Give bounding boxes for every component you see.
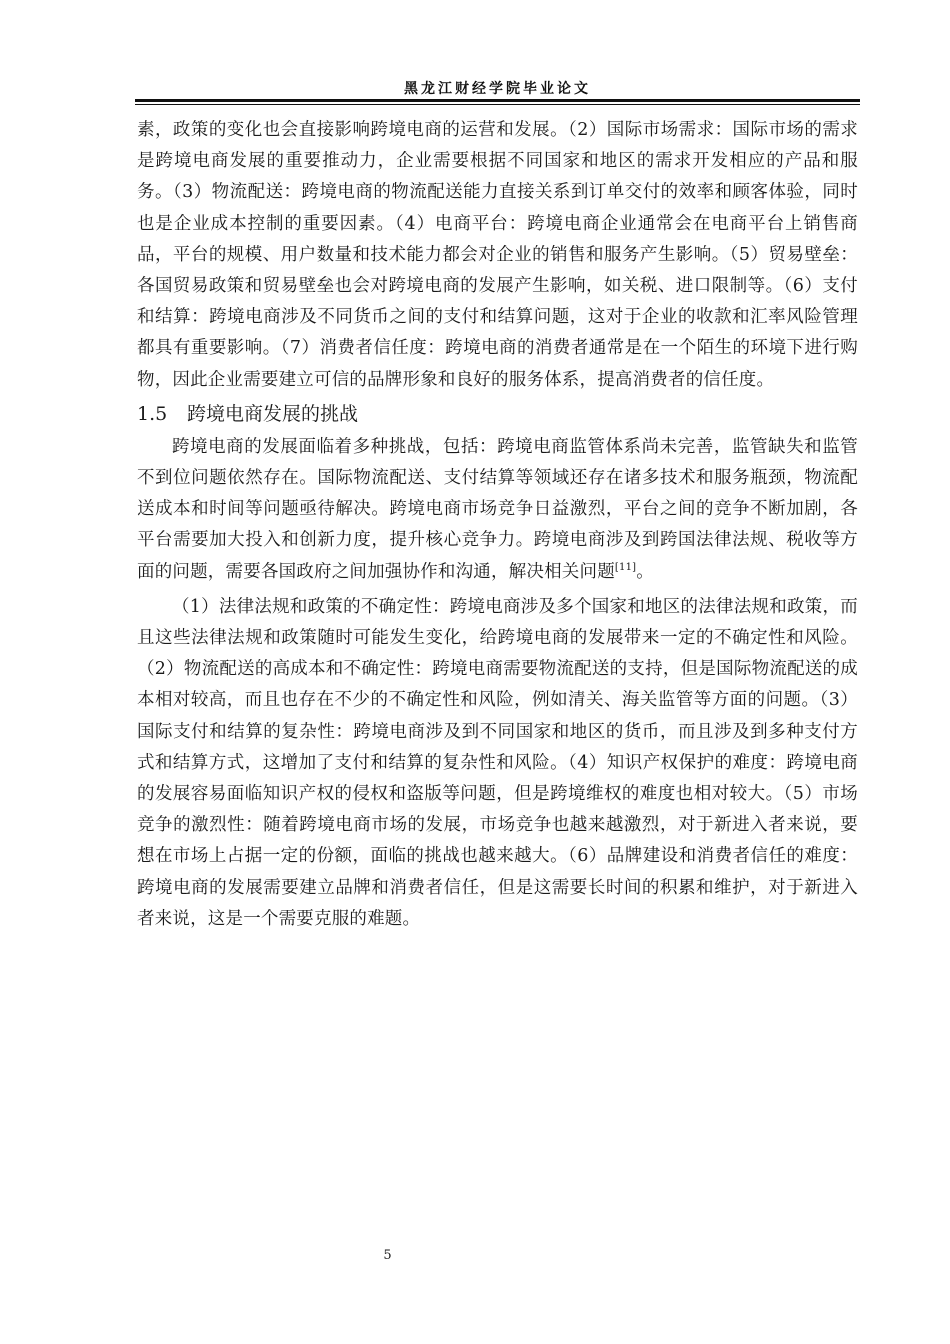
paragraph-end-punct: 。 [636, 561, 654, 582]
paragraph-continued: 素，政策的变化也会直接影响跨境电商的运营和发展。（2）国际市场需求：国际市场的需求是跨境电商发展的重要推动力，企业需要根据不同国家和地区的需求开发相应的产品和服务。（3）物流配送：跨境电商的物流配送能力直接关系到订单交付的效率和顾客体验，同时也是企业成本控制的重要因素。（4）电商平台：跨境电商企业通常会在电商平台上销售商品，平台的规模、用户数量和技术能力都会对企业的销售和服务产生影响。（5）贸易壁垒：各国贸易政策和贸易壁垒也会对跨境电商的发展产生影响，如关税、进口限制等。（6）支付和结算：跨境电商涉及不同货币之间的支付和结算问题，这对于企业的收款和汇率风险管理都具有重要影响。（7）消费者信任度：跨境电商的消费者通常是在一个陌生的环境下进行购物，因此企业需要建立可信的品牌形象和良好的服务体系，提高消费者的信任度。 [137, 120, 858, 390]
header-rule-thin [135, 104, 860, 105]
page-body [137, 115, 858, 935]
citation-ref: [11] [614, 561, 637, 573]
section-title: 跨境电商发展的挑战 [187, 402, 359, 425]
header-rule-thick [135, 99, 860, 102]
page-number: 5 [383, 1248, 392, 1263]
paragraph-challenges-list: （1）法律法规和政策的不确定性：跨境电商涉及多个国家和地区的法律法规和政策，而且这些法律法规和政策随时可能发生变化，给跨境电商的发展带来一定的不确定性和风险。（2）物流配送的高成本和不确定性：跨境电商需要物流配送的支持，但是国际物流配送的成本相对较高，而且也存在不少的不确定性和风险，例如清关、海关监管等方面的问题。（3）国际支付和结算的复杂性：跨境电商涉及到不同国家和地区的货币，而且涉及到多种支付方式和结算方式，这增加了支付和结算的复杂性和风险。（4）知识产权保护的难度：跨境电商的发展容易面临知识产权的侵权和盗版等问题，但是跨境维权的难度也相对较大。（5）市场竞争的激烈性：随着跨境电商市场的发展，市场竞争也越来越激烈，对于新进入者来说，要想在市场上占据一定的份额，面临的挑战也越来越大。（6）品牌建设和消费者信任的难度：跨境电商的发展需要建立品牌和消费者信任，但是这需要长时间的积累和维护，对于新进入者来说，这是一个需要克服的难题。 [137, 596, 858, 929]
paragraph-text: 跨境电商的发展面临着多种挑战，包括：跨境电商监管体系尚未完善，监管缺失和监管不到位问题依然存在。国际物流配送、支付结算等领域还存在诸多技术和服务瓶颈，物流配送成本和时间等问题亟待解决。跨境电商市场竞争日益激烈，平台之间的竞争不断加剧，各平台需要加大投入和创新力度，提升核心竞争力。跨境电商涉及到跨国法律法规、税收等方面的问题，需要各国政府之间加强协作和沟通，解决相关问题 [137, 436, 858, 582]
section-number: 1.5 [137, 402, 168, 425]
section-heading [137, 396, 858, 432]
page-header-title: 黑龙江财经学院毕业论文 [404, 81, 591, 97]
paragraph-challenges-intro [137, 432, 858, 588]
